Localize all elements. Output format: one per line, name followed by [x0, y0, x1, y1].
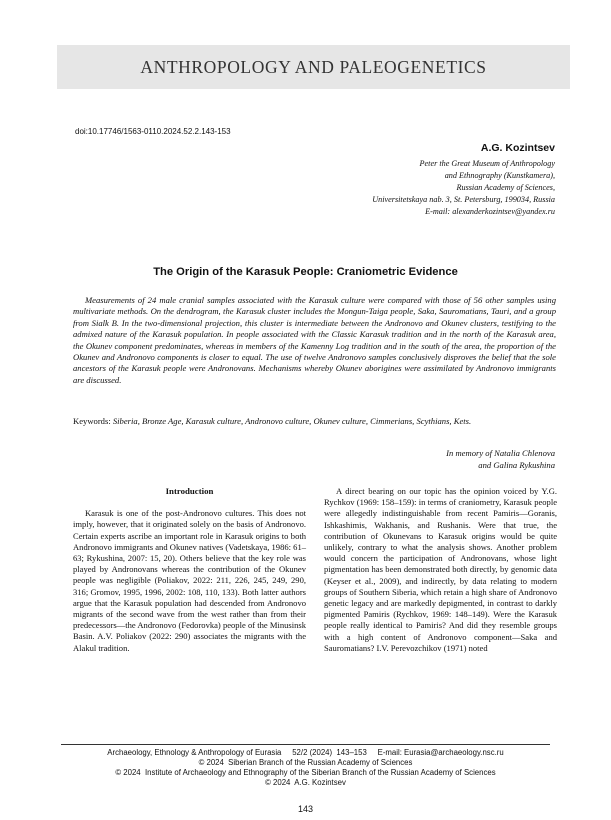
affiliation-line: Russian Academy of Sciences,: [456, 183, 555, 192]
section-banner: [57, 45, 570, 89]
keywords-list: Siberia, Bronze Age, Karasuk culture, Andronovo culture, Okunev culture, Cimmerians, Scythians, Kets.: [112, 416, 472, 426]
body-paragraph: A direct bearing on our topic has the opinion voiced by Y.G. Rychkov (1969: 158–159): in terms of craniometry, Karasuk people were allegedly indistinguishable from recent Pamiris—Goranis, Ishkashimis, Wakhanis, and Rushanis. Were that true, the contribution of Okunevans to Karasuk origins would be quite unlikely, contrary to what the analysis shows. Another problem would concern the participation of Andronovans, whose light pigmentation has been demonstrated both directly, by genomic data (Keyser et al., 2009), and indirectly, by data relating to modern groups of Southern Siberia, which retain a high share of Andronovo genetic legacy and are markedly depigmented, in contrast to darkly pigmented Pamiris (Rychkov, 1969: 148–149). Were the Karasuk people really identical to Pamiris? And did they resemble groups with a high content of Andronovo component—Saka and Sauromatians? I.V. Perevozchikov (1971) noted: [324, 486, 557, 653]
abstract: Measurements of 24 male cranial samples associated with the Karasuk culture were compared with those of 56 other samples using multivariate methods. On the dendrogram, the Karasuk cluster includes the Mongun-Taiga people, Saka, Sauromatians, Tauri, and a group from Sialk B. In the two-dimensional projection, this cluster is intermediate between the Andronovo and Okunev clusters, testifying to the admixed nature of the Karasuk population. In people associated with the Classic Karasuk tradition and in the north of the Karasuk area, the Okunev component predominates, whereas in members of the Kamenny Log tradition and in the south of the area, the proportion of the Okunev and Andronovo components is closer to equal. The use of twelve Andronovo samples conclusively disproves the belief that the sole ancestors of the Karasuk people were Andronovans. Mechanisms whereby Okunev aborigines were assimilated by Andronovo immigrants are discussed.: [73, 295, 556, 385]
section-title: ANTHROPOLOGY AND PALEOGENETICS: [140, 56, 487, 77]
footer: [0, 748, 611, 788]
footer-copyright-line: © 2024 Siberian Branch of the Russian Academy of Sciences: [198, 758, 413, 767]
affiliation-line: Universitetskaya nab. 3, St. Petersburg, 199034, Russia: [372, 195, 555, 204]
footer-divider: [61, 744, 550, 745]
article-title: The Origin of the Karasuk People: Craniometric Evidence: [153, 266, 458, 278]
keywords-label: Keywords:: [73, 416, 111, 426]
keywords: [73, 416, 556, 427]
page-number: 143: [297, 804, 314, 814]
author-email[interactable]: E-mail: alexanderkozintsev@yandex.ru: [425, 207, 555, 216]
right-column: [324, 486, 557, 654]
footer-copyright-line: © 2024 A.G. Kozintsev: [265, 778, 346, 787]
author-name: A.G. Kozintsev: [480, 142, 555, 154]
dedication-line: and Galina Rykushina: [478, 459, 555, 470]
section-heading-introduction: Introduction: [165, 486, 214, 496]
affiliation-line: Peter the Great Museum of Anthropology: [419, 159, 555, 168]
footer-copyright-line: © 2024 Institute of Archaeology and Ethnography of the Siberian Branch of the Russian Academy of Sciences: [115, 768, 496, 777]
left-column: [73, 486, 306, 654]
dedication-line: In memory of Natalia Chlenova: [446, 448, 555, 458]
doi[interactable]: doi:10.17746/1563-0110.2024.52.2.143-153: [75, 127, 231, 136]
dedication: [446, 448, 555, 471]
affiliation-line: and Ethnography (Kunstkamera),: [444, 171, 555, 180]
author-affiliation: [255, 158, 555, 218]
footer-journal-line: Archaeology, Ethnology & Anthropology of Eurasia 52/2 (2024) 143–153 E-mail: Eurasia@archaeology.nsc.ru: [107, 748, 504, 757]
body-paragraph: Karasuk is one of the post-Andronovo cultures. This does not imply, however, that it originated solely on the basis of Andronovo. Certain experts ascribe an important role in Karasuk origins to both Andronovo immigrants and Okunev natives (Vadetskaya, 1986: 61–63; Rykushina, 2007: 15, 20). Others believe that the key role was played by Andronovans whereas the contribution of the Okunev people was negligible (Poliakov, 2022: 211, 226, 245, 249, 290, 316; Gromov, 1995, 1996, 2002: 108, 110, 133). Both latter authors argue that the Karasuk population had descended from Andronovo migrants of the second wave from the west rather than from their predecessors—the Andronovo (Fedorovka) people of the Minusinsk Basin. A.V. Poliakov (2022: 290) associates the migrants with the Alakul tradition.: [73, 508, 306, 653]
